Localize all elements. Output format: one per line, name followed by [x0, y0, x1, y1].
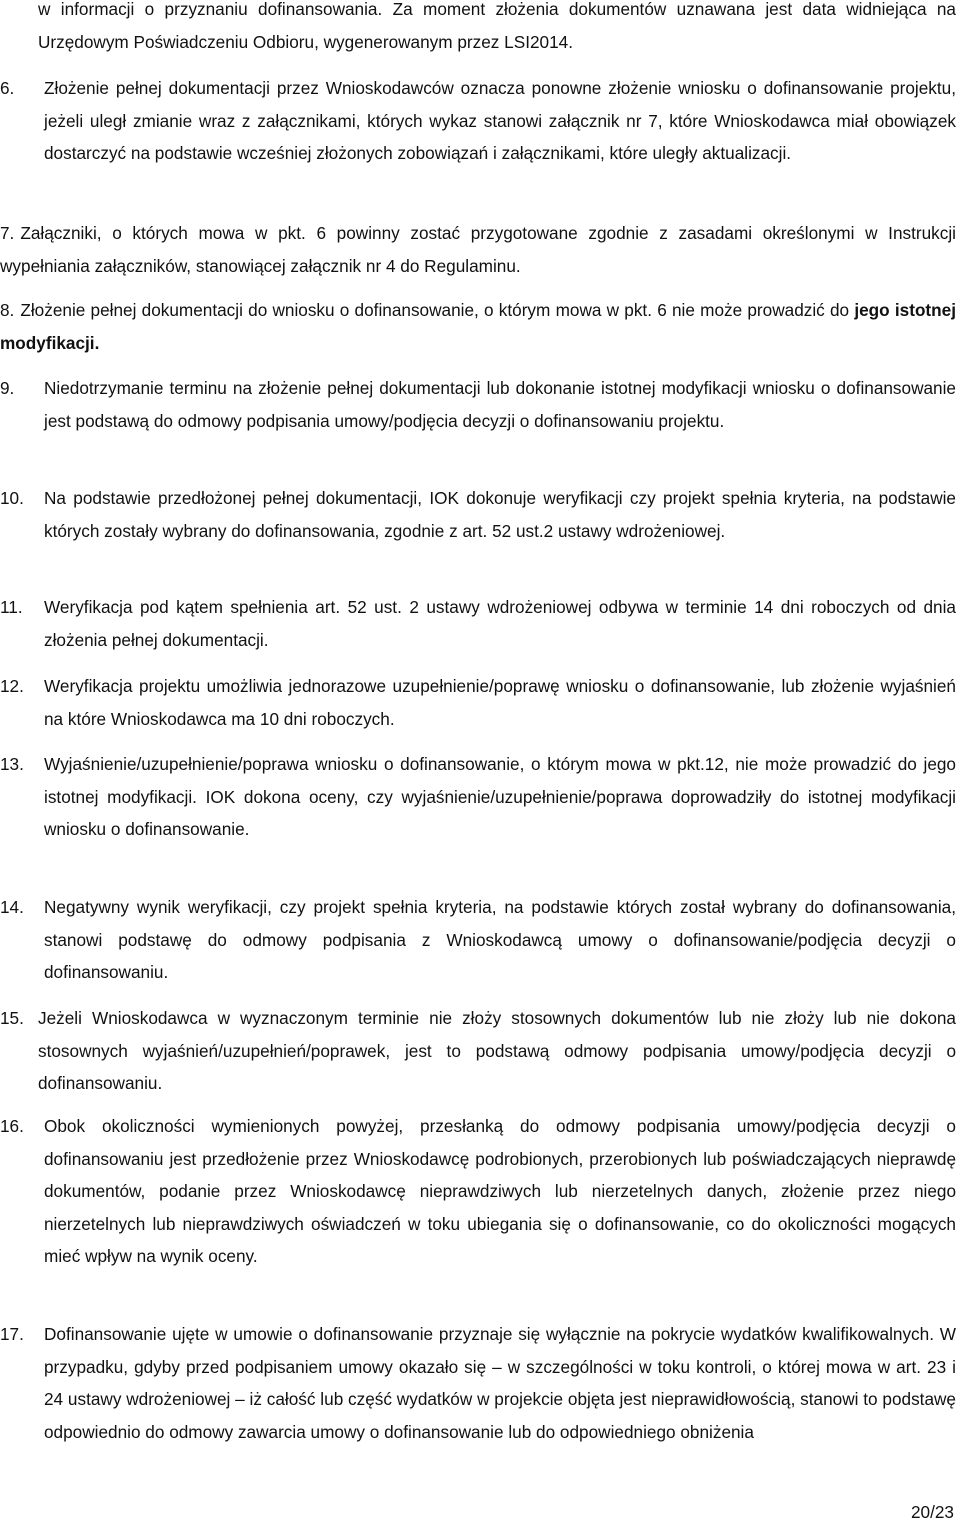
item-text: Na podstawie przedłożonej pełnej dokumentacji, IOK dokonuje weryfikacji czy projekt spełnia kryteria, na podstawie których zostały wybrany do dofinansowania, zgodnie z art. 52 ust.2 ustawy wdrożeniowej.	[44, 488, 956, 541]
item-text: Negatywny wynik weryfikacji, czy projekt spełnia kryteria, na podstawie których został wybrany do dofinansowania, stanowi podstawę do odmowy podpisania z Wnioskodawcą umowy o dofinansowanie/podjęcia decyzji o dofinansowaniu.	[44, 897, 956, 982]
item-text: Weryfikacja projektu umożliwia jednorazowe uzupełnienie/poprawę wniosku o dofinansowanie, lub złożenie wyjaśnień na które Wnioskodawca ma 10 dni roboczych.	[44, 676, 956, 729]
item-number: 17.	[0, 1324, 24, 1344]
item-text: Weryfikacja pod kątem spełnienia art. 52 ust. 2 ustawy wdrożeniowej odbywa w terminie 14 dni roboczych od dnia złożenia pełnej dokumentacji.	[44, 597, 956, 650]
item-11	[0, 591, 956, 656]
item-6	[0, 72, 956, 170]
item-number: 15.	[0, 1008, 24, 1028]
item-text: Złożenie pełnej dokumentacji do wniosku o dofinansowanie, o którym mowa w pkt. 6 nie może prowadzić do	[20, 300, 855, 320]
item-7	[0, 217, 956, 282]
item-text: Załączniki, o których mowa w pkt. 6 powinny zostać przygotowane zgodnie z zasadami określonymi w Instrukcji wypełniania załączników, stanowiącej załącznik nr 4 do Regulaminu.	[0, 223, 956, 276]
item-number: 9.	[0, 378, 15, 398]
item-number: 8.	[0, 300, 15, 320]
item-text: Obok okoliczności wymienionych powyżej, przesłanką do odmowy podpisania umowy/podjęcia decyzji o dofinansowaniu jest przedłożenie przez Wnioskodawcę podrobionych, przerobionych lub poświadczających nieprawdę dokumentów, podanie przez Wnioskodawcę nieprawdziwych lub nierzetelnych danych, złożenie przez niego nierzetelnych lub nieprawdziwych oświadczeń w toku ubiegania się o dofinansowanie, co do okoliczności mogących mieć wpływ na wynik oceny.	[44, 1116, 956, 1266]
item-13	[0, 748, 956, 846]
item-text: Wyjaśnienie/uzupełnienie/poprawa wniosku o dofinansowanie, o którym mowa w pkt.12, nie może prowadzić do jego istotnej modyfikacji. IOK dokona oceny, czy wyjaśnienie/uzupełnienie/poprawa doprowadziły do istotnej modyfikacji wniosku o dofinansowanie.	[44, 754, 956, 839]
item-number: 6.	[0, 78, 15, 98]
item-number: 10.	[0, 488, 24, 508]
intro-text: w informacji o przyznaniu dofinansowania. Za moment złożenia dokumentów uznawana jest data widniejąca na Urzędowym Poświadczeniu Odbioru, wygenerowanym przez LSI2014.	[38, 0, 956, 52]
item-text: Jeżeli Wnioskodawca w wyznaczonym terminie nie złoży stosownych dokumentów lub nie złoży lub nie dokona stosownych wyjaśnień/uzupełnień/poprawek, jest to podstawą odmowy podpisania umowy/podjęcia decyzji o dofinansowaniu.	[38, 1008, 956, 1093]
item-number: 7.	[0, 223, 15, 243]
item-number: 12.	[0, 676, 24, 696]
item-number: 14.	[0, 897, 24, 917]
item-14	[0, 891, 956, 989]
item-10	[0, 482, 956, 547]
item-text-bold: jego istotnej modyfikacji.	[0, 300, 956, 353]
intro-paragraph	[38, 0, 956, 58]
item-16	[0, 1110, 956, 1273]
item-text: Dofinansowanie ujęte w umowie o dofinansowanie przyznaje się wyłącznie na pokrycie wydatków kwalifikowalnych. W przypadku, gdyby przed podpisaniem umowy okazało się – w szczególności w toku kontroli, o której mowa w art. 23 i 24 ustawy wdrożeniowej – iż całość lub część wydatków w projekcie objęta jest nieprawidłowością, stanowi to podstawę odpowiednio do odmowy zawarcia umowy o dofinansowanie lub do odpowiedniego obniżenia	[44, 1324, 956, 1442]
item-text: Niedotrzymanie terminu na złożenie pełnej dokumentacji lub dokonanie istotnej modyfikacji wniosku o dofinansowanie jest podstawą do odmowy podpisania umowy/podjęcia decyzji o dofinansowaniu projektu.	[44, 378, 956, 431]
item-12	[0, 670, 956, 735]
item-8	[0, 294, 956, 359]
item-15	[0, 1002, 956, 1100]
item-number: 16.	[0, 1116, 24, 1136]
item-text: Złożenie pełnej dokumentacji przez Wnioskodawców oznacza ponowne złożenie wniosku o dofinansowanie projektu, jeżeli uległ zmianie wraz z załącznikami, których wykaz stanowi załącznik nr 7, które Wnioskodawca miał obowiązek dostarczyć na podstawie wcześniej złożonych zobowiązań i załącznikami, które uległy aktualizacji.	[44, 78, 956, 163]
item-17	[0, 1318, 956, 1448]
item-9	[0, 372, 956, 437]
item-number: 11.	[0, 597, 23, 617]
item-number: 13.	[0, 754, 24, 774]
page-number: 20/23	[910, 1502, 954, 1522]
